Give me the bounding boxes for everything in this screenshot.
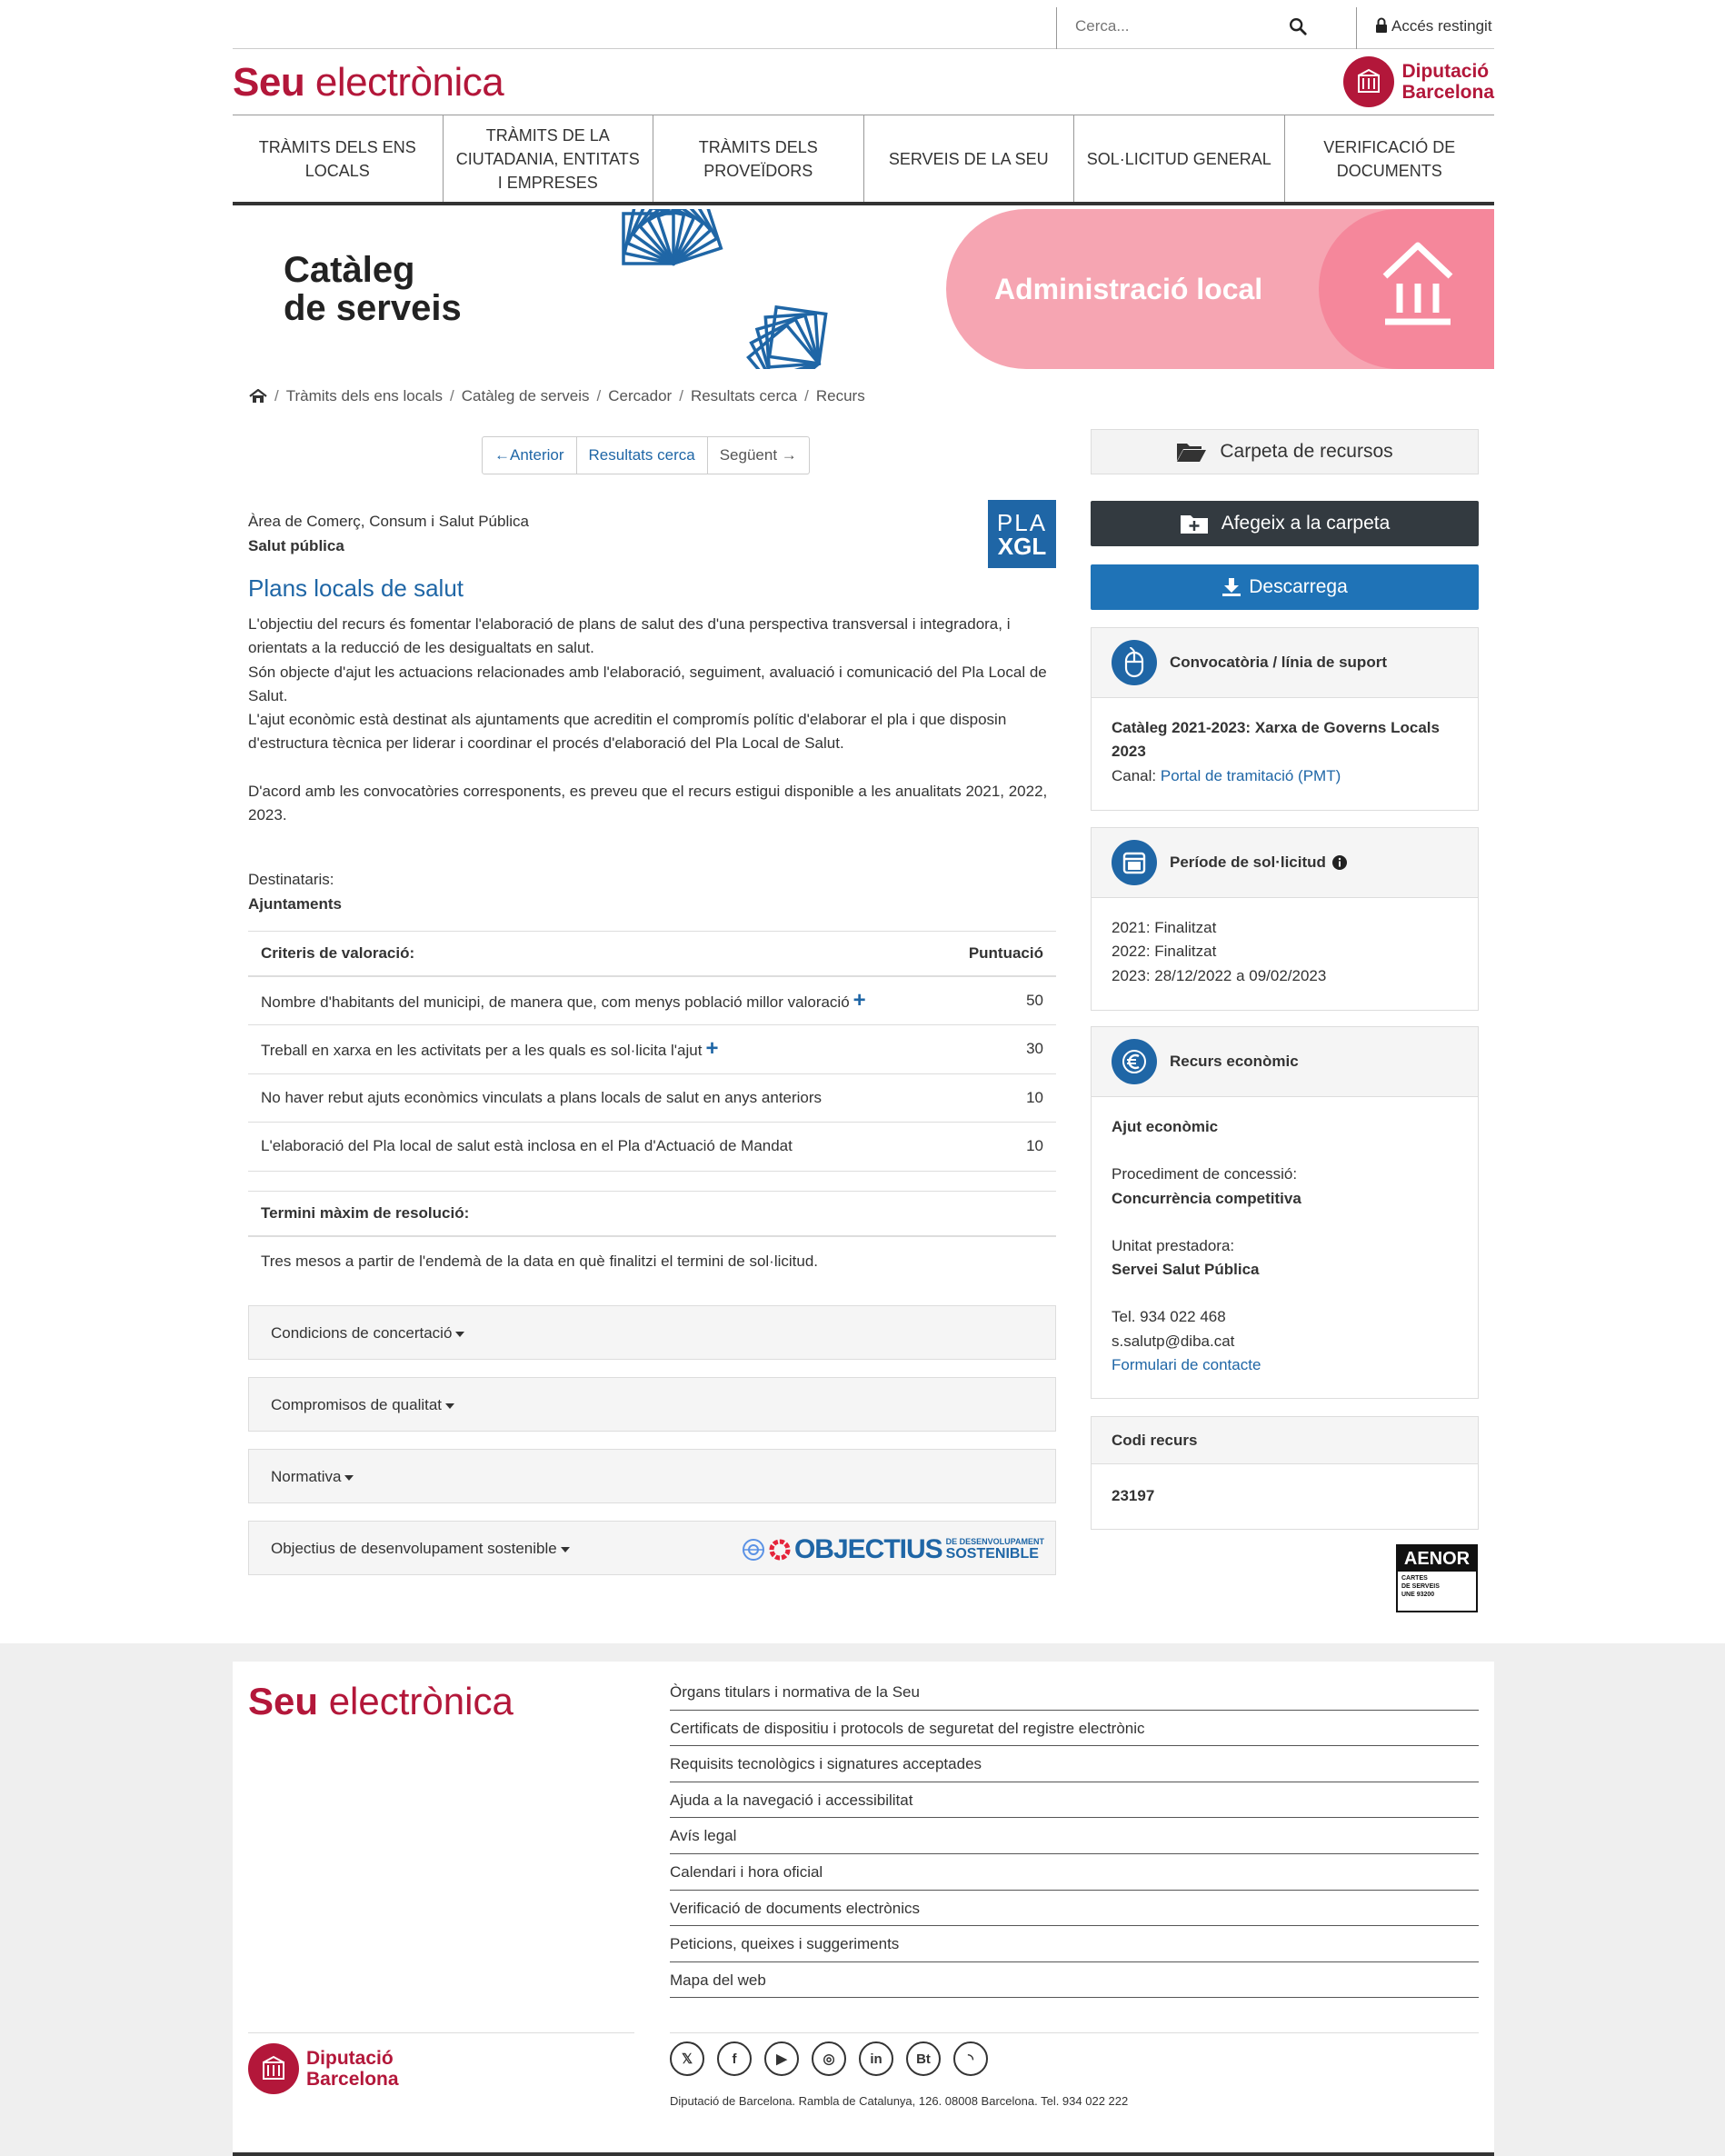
breadcrumb-item[interactable]: Cercador <box>608 387 673 404</box>
footer-org-line2: Barcelona <box>306 2069 399 2090</box>
aenor-sub <box>1398 1572 1476 1602</box>
footer-link[interactable]: Peticions, queixes i suggeriments <box>670 1926 1479 1962</box>
criteria-score: 10 <box>945 1123 1056 1172</box>
footer-brand-rest: electrònica <box>318 1680 514 1722</box>
channel-link[interactable]: Portal de tramitació (PMT) <box>1160 766 1341 784</box>
table-row <box>248 1073 1056 1123</box>
criteria-label: L'elaboració del Pla local de salut està inclosa en el Pla d'Actuació de Mandat <box>261 1137 793 1155</box>
recurs-type: Ajut econòmic <box>1112 1118 1219 1135</box>
footer-separator <box>0 1643 1725 1662</box>
aenor-line1: CARTES <box>1401 1575 1428 1582</box>
ods-sub1: DE DESENVOLUPAMENT <box>945 1537 1044 1546</box>
table-row <box>248 976 1056 1025</box>
previous-button[interactable]: ←Anterior <box>483 437 577 474</box>
contact-form-link[interactable]: Formulari de contacte <box>1112 1356 1261 1374</box>
resource-description <box>248 613 1055 827</box>
ods-word: OBJECTIUS <box>793 1534 942 1564</box>
caret-down-icon <box>344 1475 354 1481</box>
footer-divider <box>248 2032 634 2033</box>
footer-link[interactable]: Certificats de dispositiu i protocols de seguretat del registre electrònic <box>670 1711 1479 1747</box>
channel-label: Canal: <box>1112 766 1161 784</box>
add-to-folder-button[interactable] <box>1091 501 1479 546</box>
download-button[interactable] <box>1091 564 1479 610</box>
codi-value: 23197 <box>1112 1487 1155 1504</box>
banner-title <box>284 251 462 327</box>
building-icon <box>1380 238 1456 329</box>
breadcrumb-item[interactable]: Tràmits dels ens locals <box>285 387 443 404</box>
recurs-title: Recurs econòmic <box>1170 1053 1299 1070</box>
accordion-label: Compromisos de qualitat <box>271 1396 443 1413</box>
breadcrumb-item[interactable]: Catàleg de serveis <box>461 387 590 404</box>
breadcrumb-separator: / <box>804 387 809 404</box>
brand-rest: electrònica <box>304 60 504 105</box>
convocatoria-box <box>1091 627 1479 811</box>
periode-line: 2023: 28/12/2022 a 09/02/2023 <box>1112 966 1327 984</box>
description-paragraph: L'ajut econòmic està destinat als ajuntaments que acreditin el compromís polític d'elaborar el pla i que disposin d'estructura tècnica per liderar i coordinar el procés d'elaboració del Pla Local de Salut. <box>248 711 1007 753</box>
criteria-table <box>248 931 1056 1172</box>
table-row <box>248 1025 1056 1074</box>
pla-xgl-logo <box>988 500 1056 568</box>
banner-squares-decoration <box>587 209 951 369</box>
criteria-score: 50 <box>945 976 1056 1025</box>
footer <box>233 1662 1494 2156</box>
periode-line: 2021: Finalitzat <box>1112 919 1217 936</box>
description-paragraph: L'objectiu del recurs és fomentar l'elaboració de plans de salut des d'una perspectiva transversal i integradora, i orientats a la reducció de les desigualtats en salut. <box>248 615 1011 657</box>
footer-link[interactable]: Ajuda a la navegació i accessibilitat <box>670 1782 1479 1819</box>
search-icon[interactable] <box>1288 16 1308 36</box>
criteria-score: 10 <box>945 1073 1056 1123</box>
caret-down-icon <box>561 1547 570 1552</box>
codi-recurs-box <box>1091 1416 1479 1530</box>
nav-serveis-seu[interactable]: SERVEIS DE LA SEU <box>864 115 1075 202</box>
accordion-label: Objectius de desenvolupament sostenible <box>271 1540 557 1557</box>
aenor-logo <box>1396 1544 1478 1612</box>
expand-plus-icon[interactable]: + <box>705 1036 719 1062</box>
recurs-economic-box <box>1091 1026 1479 1399</box>
footer-org-text <box>306 2048 399 2090</box>
banner-title-line2: de serveis <box>284 288 462 328</box>
periode-box <box>1091 827 1479 1011</box>
procedure-label: Procediment de concessió: <box>1112 1165 1298 1183</box>
phone: Tel. 934 022 468 <box>1112 1308 1226 1326</box>
breadcrumb-separator: / <box>679 387 683 404</box>
banner-section-label: Administració local <box>994 273 1263 305</box>
footer-diputacio-logo[interactable] <box>248 2043 399 2094</box>
folder-open-icon <box>1176 441 1207 463</box>
periode-title: Període de sol·licitud <box>1170 853 1326 871</box>
footer-link[interactable]: Calendari i hora oficial <box>670 1854 1479 1891</box>
euro-icon <box>1112 1039 1157 1084</box>
footer-link[interactable]: Requisits tecnològics i signatures acceptades <box>670 1746 1479 1782</box>
bt-icon[interactable]: Bt <box>906 2041 941 2076</box>
table-row <box>248 1123 1056 1172</box>
resource-folder-button[interactable] <box>1091 429 1479 474</box>
logo-line1: PLA <box>996 508 1048 536</box>
nav-proveidors[interactable]: TRÀMITS DELS PROVEÏDORS <box>653 115 864 202</box>
convocatoria-name: Catàleg 2021-2023: Xarxa de Governs Locals 2023 <box>1112 719 1440 761</box>
instagram-icon[interactable]: ◎ <box>812 2041 846 2076</box>
facebook-icon[interactable]: f <box>717 2041 752 2076</box>
recipients-label: Destinataris: <box>248 871 334 888</box>
nav-ciutadania[interactable]: TRÀMITS DE LA CIUTADANIA, ENTITATS I EMPRESES <box>444 115 654 202</box>
restricted-access-link[interactable] <box>1356 7 1492 49</box>
subarea-name: Salut pública <box>248 537 344 554</box>
recipients-value: Ajuntaments <box>248 895 342 913</box>
accordion-label: Condicions de concertació <box>271 1324 453 1342</box>
accordion-ods[interactable] <box>248 1521 1056 1575</box>
criteria-label: No haver rebut ajuts econòmics vinculats a plans locals de salut en anys anteriors <box>261 1088 823 1106</box>
social-links <box>670 2041 988 2076</box>
folder-label: Carpeta de recursos <box>1220 441 1393 462</box>
calendar-icon <box>1112 840 1157 885</box>
criteria-label: Treball en xarxa en les activitats per a les quals es sol·licita l'ajut <box>261 1042 703 1060</box>
breadcrumb <box>249 387 865 405</box>
footer-link[interactable]: Òrgans titulars i normativa de la Seu <box>670 1674 1479 1711</box>
expand-plus-icon[interactable]: + <box>853 988 866 1013</box>
caret-down-icon <box>445 1403 454 1409</box>
logo-line2: XGL <box>997 532 1047 560</box>
topbar <box>233 0 1494 49</box>
unit-label: Unitat prestadora: <box>1112 1236 1235 1254</box>
download-label: Descarrega <box>1249 576 1348 597</box>
caret-down-icon <box>455 1332 464 1337</box>
org-line2: Barcelona <box>1401 82 1494 103</box>
search-input[interactable] <box>1075 15 1275 38</box>
results-button[interactable]: Resultats cerca <box>577 437 708 474</box>
recurs-body <box>1092 1097 1478 1395</box>
periode-line: 2022: Finalitzat <box>1112 943 1217 961</box>
procedure-value: Concurrència competitiva <box>1112 1189 1301 1207</box>
accordion-normativa[interactable] <box>248 1449 1056 1503</box>
resource-title: Plans locals de salut <box>248 574 464 602</box>
term-label: Termini màxim de resolució: <box>248 1191 1056 1237</box>
aenor-title: AENOR <box>1398 1546 1476 1572</box>
info-icon[interactable] <box>1331 854 1348 871</box>
breadcrumb-separator: / <box>274 387 279 404</box>
aenor-line3: UNE 93200 <box>1401 1592 1435 1598</box>
term-value: Tres mesos a partir de l'endemà de la data en què finalitzi el termini de sol·licitud. <box>261 1253 819 1270</box>
mouse-icon <box>1112 640 1157 685</box>
banner <box>233 209 1494 369</box>
convocatoria-body <box>1092 698 1478 806</box>
breadcrumb-separator: / <box>450 387 454 404</box>
nav-verificacio[interactable]: VERIFICACIÓ DE DOCUMENTS <box>1323 137 1456 180</box>
brand-bold: Seu <box>233 60 305 105</box>
footer-brand[interactable] <box>248 1680 514 1723</box>
linkedin-icon[interactable]: in <box>859 2041 893 2076</box>
aenor-line2: DE SERVEIS <box>1401 1583 1440 1590</box>
recurs-header <box>1092 1027 1478 1097</box>
footer-links <box>670 1674 1479 1998</box>
result-pager <box>482 436 810 474</box>
banner-title-line1: Catàleg <box>284 250 415 290</box>
main-nav <box>233 115 1494 205</box>
criteria-header-label: Criteris de valoració: <box>248 932 945 977</box>
youtube-icon[interactable]: ▶ <box>764 2041 799 2076</box>
convocatoria-title: Convocatòria / línia de suport <box>1170 654 1387 671</box>
breadcrumb-separator: / <box>596 387 602 404</box>
x-icon[interactable]: 𝕏 <box>670 2041 704 2076</box>
footer-address: Diputació de Barcelona. Rambla de Catalunya, 126. 08008 Barcelona. Tel. 934 022 222 <box>670 2094 1129 2108</box>
periode-header <box>1092 828 1478 898</box>
accordion-qualitat[interactable] <box>248 1377 1056 1432</box>
ods-logo <box>742 1534 1044 1565</box>
footer-link[interactable]: Mapa del web <box>670 1962 1479 1999</box>
lock-icon <box>1375 17 1388 34</box>
criteria-header-score: Puntuació <box>945 932 1056 977</box>
diputacio-seal-icon <box>248 2043 299 2094</box>
table-header <box>248 932 1056 977</box>
convocatoria-header <box>1092 628 1478 698</box>
home-icon[interactable] <box>249 389 267 404</box>
rss-icon[interactable]: ◝ <box>953 2041 988 2076</box>
site-brand[interactable] <box>233 60 504 105</box>
description-paragraph: Són objecte d'ajut les actuacions relacionades amb l'elaboració, seguiment, avaluació i comunicació del Pla Local de Salut. <box>248 663 1047 704</box>
periode-body <box>1092 898 1478 1006</box>
area-name: Àrea de Comerç, Consum i Salut Pública <box>248 513 529 530</box>
breadcrumb-item[interactable]: Resultats cerca <box>690 387 798 404</box>
nav-sollicitud-general[interactable]: SOL·LICITUD GENERAL <box>1074 115 1285 202</box>
recipients <box>248 867 342 916</box>
folder-plus-icon <box>1180 513 1209 534</box>
ods-sub2: SOSTENIBLE <box>945 1546 1039 1562</box>
footer-link[interactable]: Verificació de documents electrònics <box>670 1891 1479 1927</box>
footer-divider <box>670 2032 1479 2033</box>
criteria-label: Nombre d'habitants del municipi, de manera que, com menys població millor valoració <box>261 993 850 1011</box>
download-icon <box>1221 577 1241 597</box>
description-paragraph: D'acord amb les convocatòries corresponents, es preveu que el recurs estigui disponible a les anualitats 2021, 2022, 2023. <box>248 782 1048 824</box>
add-label: Afegeix a la carpeta <box>1221 513 1391 534</box>
breadcrumb-current: Recurs <box>815 387 865 404</box>
unit-value: Servei Salut Pública <box>1112 1261 1260 1279</box>
accordion-concertacio[interactable] <box>248 1305 1056 1360</box>
footer-brand-bold: Seu <box>248 1680 319 1722</box>
org-line1: Diputació <box>1401 61 1490 82</box>
email: s.salutp@diba.cat <box>1112 1332 1235 1350</box>
accordion-label: Normativa <box>271 1468 342 1485</box>
resource-area <box>248 509 529 558</box>
codi-title: Codi recurs <box>1092 1417 1478 1464</box>
next-button[interactable]: Següent → <box>719 446 797 464</box>
footer-link[interactable]: Avís legal <box>670 1818 1479 1854</box>
restricted-access-label: Accés restingit <box>1391 17 1492 35</box>
nav-ens-locals[interactable]: TRÀMITS DELS ENS LOCALS <box>233 115 444 202</box>
diputacio-text <box>1401 61 1494 103</box>
search-box <box>1056 7 1311 49</box>
diputacio-logo[interactable] <box>1343 56 1494 107</box>
diputacio-seal-icon <box>1343 56 1394 107</box>
ods-subtitle <box>946 1537 1044 1562</box>
sdg-wheel-icon <box>769 1539 791 1561</box>
criteria-score: 30 <box>945 1025 1056 1074</box>
footer-org-line1: Diputació <box>306 2048 394 2069</box>
footer-bottom-bar <box>233 2152 1494 2156</box>
un-emblem-icon <box>742 1538 765 1562</box>
